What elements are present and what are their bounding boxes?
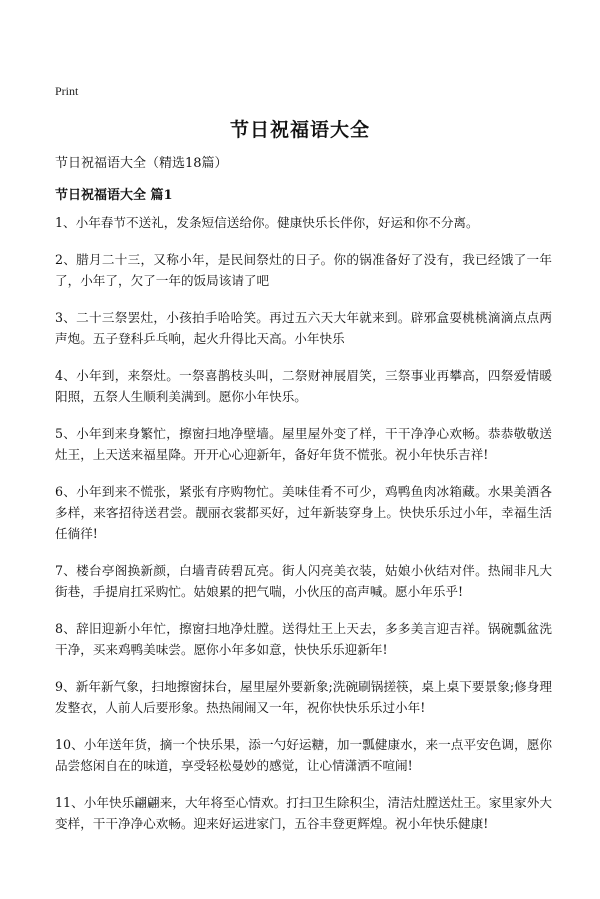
section-heading: 节日祝福语大全 篇1 xyxy=(55,188,173,203)
list-item: 11、小年快乐翩翩来，大年将至心情欢。打扫卫生除积尘，清洁灶膛送灶王。家里家外大变样，干干净净心欢畅。迎来好运进家门，五谷丰登更辉煌。祝小年快乐健康! xyxy=(55,795,552,831)
list-item: 3、二十三祭罢灶，小孩拍手哈哈笑。再过五六天大年就来到。辟邪盒耍桃桃滴滴点点两声炮。五子登科乒乓响，起火升得比天高。小年快乐 xyxy=(55,310,552,346)
document-subtitle: 节日祝福语大全（精选18篇） xyxy=(55,156,228,171)
list-item: 4、小年到，来祭灶。一祭喜鹊枝头叫，二祭财神展眉笑，三祭事业再攀高，四祭爱情暖阳照，五祭人生顺利美满到。愿你小年快乐。 xyxy=(55,368,552,404)
greetings-list xyxy=(55,212,552,850)
list-item: 2、腊月二十三，又称小年，是民间祭灶的日子。你的锅准备好了没有，我已经饿了一年了，小年了，欠了一年的饭局该请了吧 xyxy=(55,252,552,288)
list-item: 7、楼台亭阁换新颜，白墙青砖碧瓦亮。街人闪亮美衣装，姑娘小伙结对伴。热闹非凡大街巷，手提肩扛采购忙。姑娘累的把气喘，小伙压的高声喊。愿小年乐乎! xyxy=(55,563,552,599)
list-item: 8、辞旧迎新小年忙，擦窗扫地净灶膛。送得灶王上天去，多多美言迎吉祥。锅碗瓢盆洗干净，买来鸡鸭美味尝。愿你小年多如意，快快乐乐迎新年! xyxy=(55,621,552,657)
print-label: Print xyxy=(55,84,79,98)
list-item: 10、小年送年货，摘一个快乐果，添一勺好运糖，加一瓢健康水，来一点平安色调，愿你品尝悠闲自在的味道，享受轻松曼妙的感觉，让心情潇洒不喧闹! xyxy=(55,737,552,773)
list-item: 6、小年到来不慌张，紧张有序购物忙。美味佳肴不可少，鸡鸭鱼肉冰箱藏。水果美酒各多样，来客招待送君尝。靓丽衣裳都买好，过年新装穿身上。快快乐乐过小年，幸福生活任徜徉! xyxy=(55,484,552,541)
list-item: 1、小年春节不送礼，发条短信送给你。健康快乐长伴你，好运和你不分离。 xyxy=(55,215,479,230)
page-title: 节日祝福语大全 xyxy=(229,119,370,141)
list-item: 9、新年新气象，扫地擦窗抹台，屋里屋外要新象;洗碗刷锅搓筷，桌上桌下要景象;修身理发整衣，人前人后要形象。热热闹闹又一年，祝你快快乐乐过小年! xyxy=(55,679,552,715)
list-item: 5、小年到来身繁忙，擦窗扫地净壁墙。屋里屋外变了样，干干净净心欢畅。恭恭敬敬送灶王，上天送来福星降。开开心心迎新年，备好年货不慌张。祝小年快乐吉祥! xyxy=(55,426,552,462)
